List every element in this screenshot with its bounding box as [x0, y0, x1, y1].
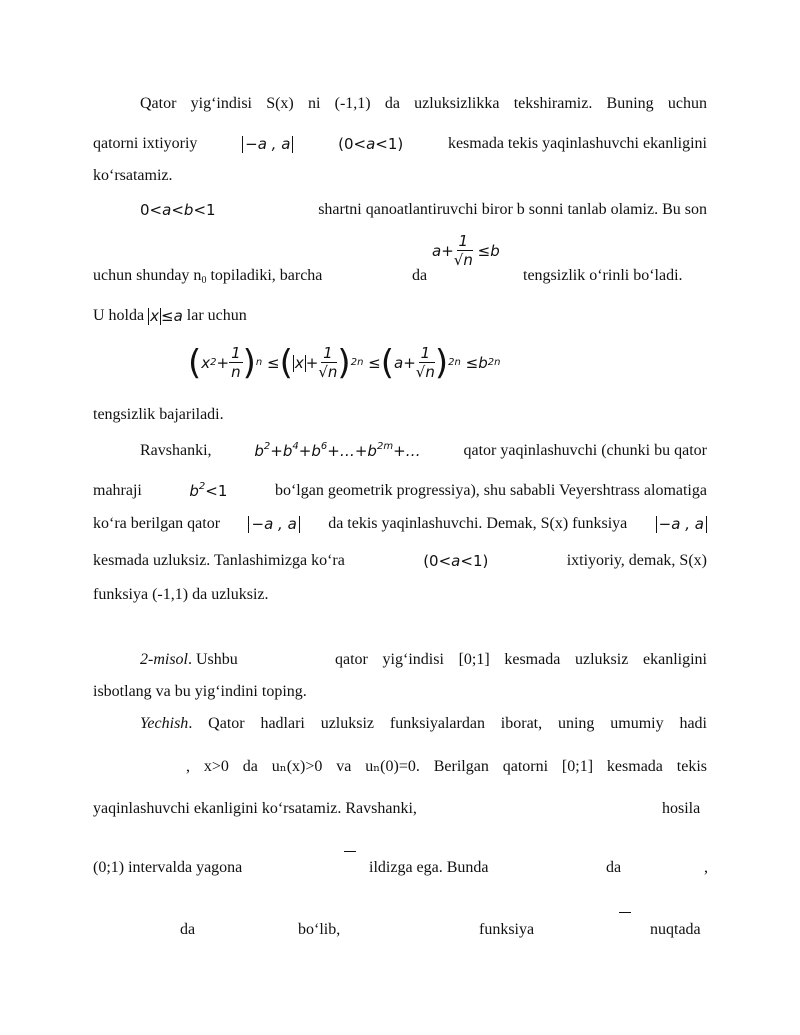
ex2-l5-a: yaqinlashuvchi ekanligini ko‘rsatamiz. Ravshanki, — [93, 800, 417, 817]
ex2-l6-c: da — [606, 859, 622, 876]
p3-line5: funksiya (-1,1) da uzluksiz. — [93, 586, 269, 603]
interval-a-a: −a , a — [242, 134, 293, 154]
main-inequality: ( x 2 + $\frac{1}{n}$ ) n ≤ ( x + $\frac{1}{√n}$ ) 2n ≤ ( a + $\frac{1}{√n}$ ) 2n ≤ b 2n — [188, 343, 501, 383]
ex2-line3: Yechish. Qator hadlari uzluksiz funksiyalardan iborat, uning umumiy hadi — [140, 715, 707, 732]
p2-line3: U holda x ≤a lar uchun — [93, 307, 247, 325]
p1-l2-b: kesmada tekis yaqinlashuvchi ekanligini — [447, 135, 707, 152]
p3-line2: mahraji $b^2<1$ bo‘lgan geometrik progressiya), shu sababli Veyershtrass alomatiga — [93, 481, 707, 500]
ex2-l6-d: , — [704, 859, 708, 876]
interval-a-a-3: −a , a — [656, 514, 707, 534]
p2-l1-text: shartni qanoatlantiruvchi biror b sonni tanlab olamiz. Bu son — [318, 201, 707, 218]
ex2-l1-a: 2-misol. Ushbu — [140, 651, 238, 668]
overline-mark-2 — [619, 912, 631, 913]
overline-mark-1 — [344, 851, 356, 852]
cond-0-a-1-2: (0<a<1) — [423, 552, 489, 570]
p3-line4: kesmada uzluksiz. Tanlashimizga ko‘ra (0<a<1) ixtiyoriy, demak, S(x) — [93, 552, 707, 570]
ex2-l7-b: bo‘lib, — [298, 921, 341, 938]
p1-line3: ko‘rsatamiz. — [93, 167, 173, 184]
ex2-line4: , x>0 da uₙ(x)>0 va uₙ(0)=0. Berilgan qatorni [0;1] kesmada tekis — [186, 758, 707, 775]
ex2-l7-a: da — [180, 921, 196, 938]
ex2-l6-b: ildizga ega. Bunda — [369, 859, 489, 876]
ex2-line2: isbotlang va bu yig‘indini toping. — [93, 683, 307, 700]
interval-a-a-2: −a , a — [248, 514, 299, 534]
p2-line4: tengsizlik bajariladi. — [93, 406, 224, 423]
ex2-l7-c: funksiya — [479, 921, 535, 938]
ex2-l6-a: (0;1) intervalda yagona — [93, 859, 243, 876]
p1-line1: Qator yig‘indisi S(x) ni (-1,1) da uzluksizlikka tekshiramiz. Buning uchun — [140, 95, 707, 112]
ineq-a-plus-1-over-sqrt-n: a + $\frac{1}{√n}$ ≤ b — [432, 232, 500, 269]
p2-l2-a: uchun shunday $n_0$ topiladiki, barcha — [93, 267, 323, 286]
b-squared-lt-1: $b^2<1$ — [189, 481, 228, 500]
p2-l2-c: tengsizlik o‘rinli bo‘ladi. — [523, 267, 683, 284]
p3-line1: Ravshanki, $b^2+b^4+b^6+\dots+b^{2m}+\dots$ qator yaqinlashuvchi (chunki bu qator — [140, 441, 707, 460]
p1-l2-a: qatorni ixtiyoriy — [93, 135, 198, 152]
ex2-l7-d: nuqtada — [650, 921, 701, 938]
series-b-powers: $b^2+b^4+b^6+\dots+b^{2m}+\dots$ — [254, 441, 421, 460]
cond-0-a-1: (0<a<1) — [338, 135, 404, 153]
p2-line1 — [140, 200, 707, 220]
p2-l2-da: da — [412, 267, 428, 284]
p1-line2 — [93, 134, 707, 154]
abs-x-le-a: x ≤a — [150, 307, 183, 325]
ex2-l5-b: hosila — [662, 800, 701, 817]
cond-0-a-b-1: 0<a<b<1 — [140, 201, 216, 219]
ex2-l1-b: qator yig‘indisi [0;1] kesmada uzluksiz ekanligini — [335, 651, 707, 668]
p3-line3: ko‘ra berilgan qator −a , a da tekis yaqinlashuvchi. Demak, S(x) funksiya −a , a — [93, 514, 707, 534]
